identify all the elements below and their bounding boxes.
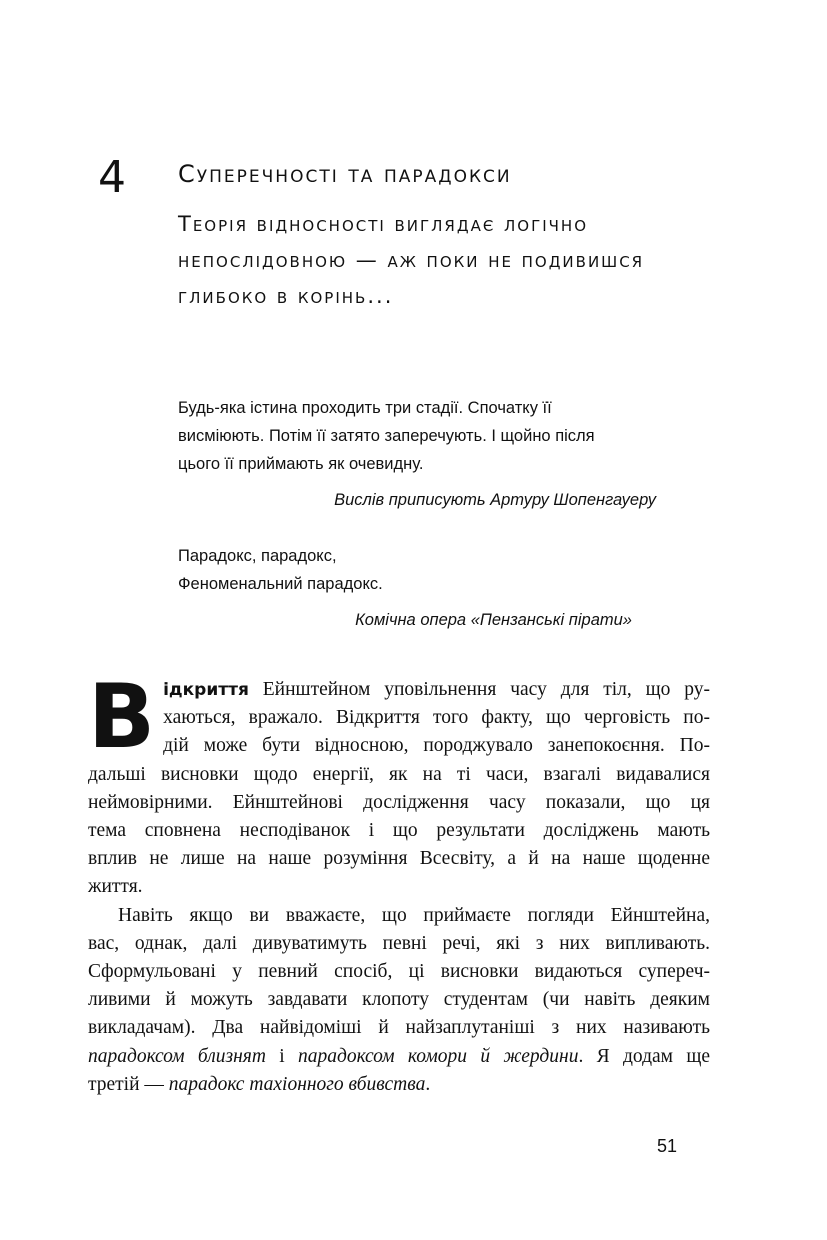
text-line: вплив не лише на наше розуміння Всесвіту, а й на наше щоденне: [88, 848, 710, 870]
italic-term: парадокс тахіонного вбивства: [168, 1073, 426, 1095]
epigraph-line: цього її приймають як очевидну.: [178, 455, 424, 473]
text-line: життя.: [88, 876, 143, 898]
text-line: вас, однак, далі дивуватимуть певні речі, які з них випливають.: [88, 932, 710, 954]
text-fragment: і: [265, 1045, 298, 1067]
subtitle-line: глибоко в корінь...: [178, 284, 394, 308]
epigraph-schopenhauer: [178, 394, 678, 514]
text-line: тема сповнена несподіванок і що результати досліджень мають: [88, 820, 710, 842]
text-line: [88, 1043, 710, 1071]
text-line: викладачам). Два найвідоміші й найзаплутаніші з них називають: [88, 1017, 710, 1039]
paragraph-2: [88, 902, 710, 1099]
drop-cap: В: [88, 665, 156, 768]
text-line: дій може бути відносною, породжувало занепокоєння. По-: [163, 735, 710, 757]
subtitle-line: непослідовною — аж поки не подивишся: [178, 248, 645, 272]
italic-term: парадоксом комори й жердини: [298, 1045, 579, 1067]
chapter-subtitle: [178, 206, 644, 314]
chapter-number: 4: [98, 152, 126, 203]
epigraph-attribution: Вислів приписують Артуру Шопенгауеру: [334, 491, 656, 509]
text-line: ливими й можуть завдавати клопоту студентам (чи навіть деяким: [88, 989, 710, 1011]
epigraph-line: Феноменальний парадокс.: [178, 575, 383, 593]
text-fragment: третій —: [88, 1073, 169, 1095]
epigraph-line: висміюють. Потім її затято заперечують. І щойно після: [178, 427, 595, 445]
chapter-title: Суперечності та парадокси: [178, 160, 512, 188]
text-line: дальші висновки щодо енергії, як на ті часи, взагалі видавалися: [88, 763, 710, 785]
text-line: Навіть якщо ви вважаєте, що приймаєте погляди Ейнштейна,: [118, 904, 710, 926]
text-fragment: . Я додам ще: [578, 1045, 710, 1067]
text-line: Ейнштейном уповільнення часу для тіл, що ру-: [262, 679, 711, 700]
text-line: Сформульовані у певний спосіб, ці висновки видаються супереч-: [88, 961, 710, 983]
epigraph-attribution: Комічна опера «Пензанські пірати»: [355, 611, 632, 629]
text-fragment: .: [425, 1073, 431, 1095]
epigraph-line: Будь-яка істина проходить три стадії. Спочатку її: [178, 399, 552, 417]
subtitle-line: Теорія відносності виглядає логічно: [178, 212, 589, 236]
text-line: неймовірними. Ейнштейнові дослідження часу показали, що ця: [88, 791, 710, 813]
epigraph-pirates: [178, 542, 678, 634]
text-line: хаються, вражало. Відкриття того факту, що черговість по-: [163, 707, 710, 729]
epigraph-line: Парадокс, парадокс,: [178, 547, 337, 565]
lead-word: ідкриття: [163, 680, 249, 700]
paragraph-1: [88, 665, 711, 902]
page-number: 51: [657, 1136, 678, 1156]
body-text: [88, 665, 711, 1099]
text-line: [88, 1071, 710, 1099]
italic-term: парадоксом близнят: [88, 1045, 266, 1067]
